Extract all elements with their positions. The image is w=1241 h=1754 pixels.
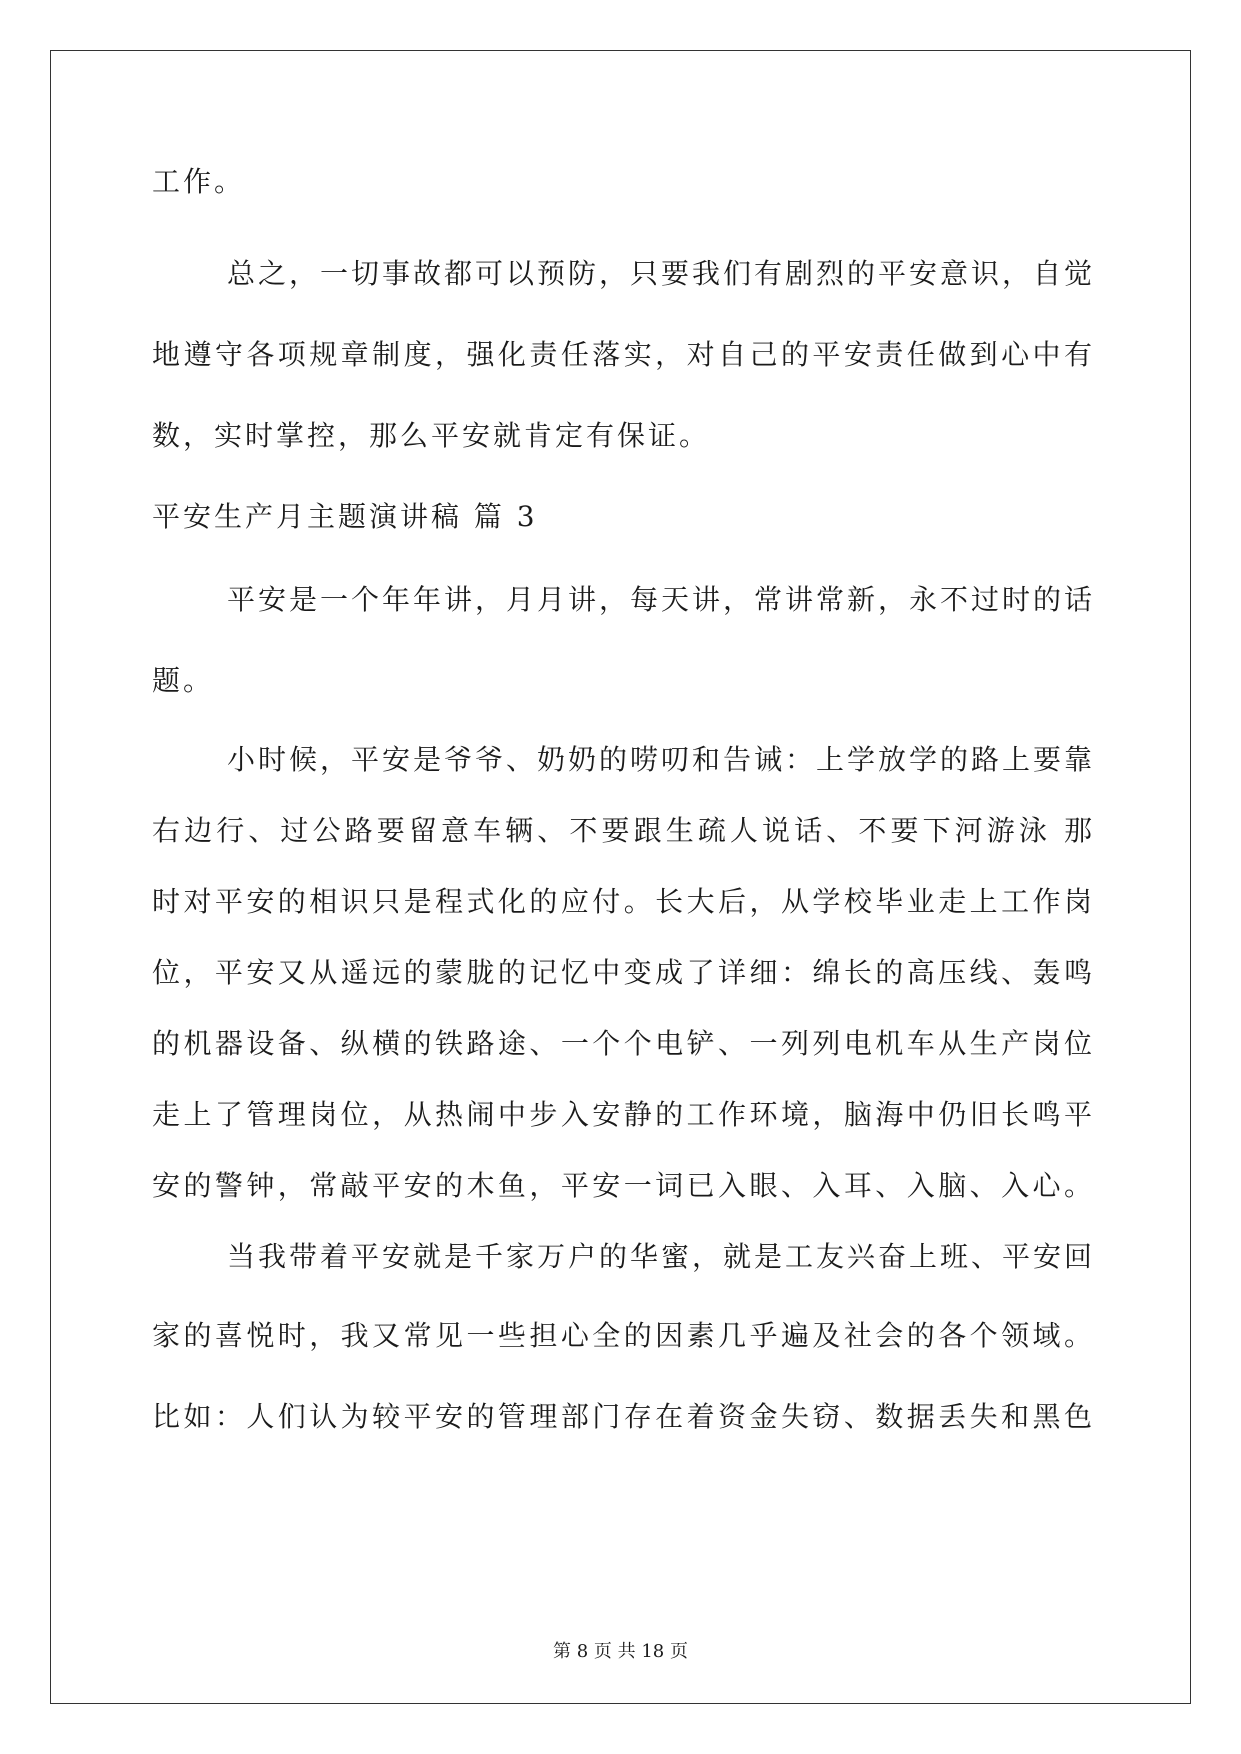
paragraph-first-line: 平安是一个年年讲，月月讲，每天讲，常讲常新，永不过时的话 [227,583,1092,616]
page-number-footer: 第 8 页 共 18 页 [553,1641,688,1662]
text-line: 安的警钟，常敲平安的木鱼，平安一词已入眼、入耳、入脑、入心。 [152,1169,1092,1202]
paragraph-first-line: 总之，一切事故都可以预防，只要我们有剧烈的平安意识，自觉 [227,257,1092,290]
paragraph-first-line: 小时候，平安是爷爷、奶奶的唠叨和告诫：上学放学的路上要靠 [227,743,1092,776]
text-line: 比如：人们认为较平安的管理部门存在着资金失窃、数据丢失和黑色 [152,1400,1092,1433]
text-line: 工作。 [152,165,246,198]
text-line: 家的喜悦时，我又常见一些担心全的因素几乎遍及社会的各个领域。 [152,1319,1092,1352]
text-line: 时对平安的相识只是程式化的应付。长大后，从学校毕业走上工作岗 [152,885,1092,918]
text-line: 走上了管理岗位，从热闹中步入安静的工作环境，脑海中仍旧长鸣平 [152,1098,1092,1131]
text-line: 地遵守各项规章制度，强化责任落实，对自己的平安责任做到心中有 [152,338,1092,371]
text-line: 的机器设备、纵横的铁路途、一个个电铲、一列列电机车从生产岗位 [152,1027,1092,1060]
page-border [50,50,1191,1704]
text-line: 位，平安又从遥远的蒙胧的记忆中变成了详细：绵长的高压线、轰鸣 [152,956,1092,989]
paragraph-first-line: 当我带着平安就是千家万户的华蜜，就是工友兴奋上班、平安回 [227,1240,1092,1273]
text-line: 题。 [152,664,215,697]
text-line: 右边行、过公路要留意车辆、不要跟生疏人说话、不要下河游泳 那 [152,814,1092,847]
text-line: 数，实时掌控，那么平安就肯定有保证。 [152,419,711,452]
section-heading: 平安生产月主题演讲稿 篇 3 [152,500,538,533]
